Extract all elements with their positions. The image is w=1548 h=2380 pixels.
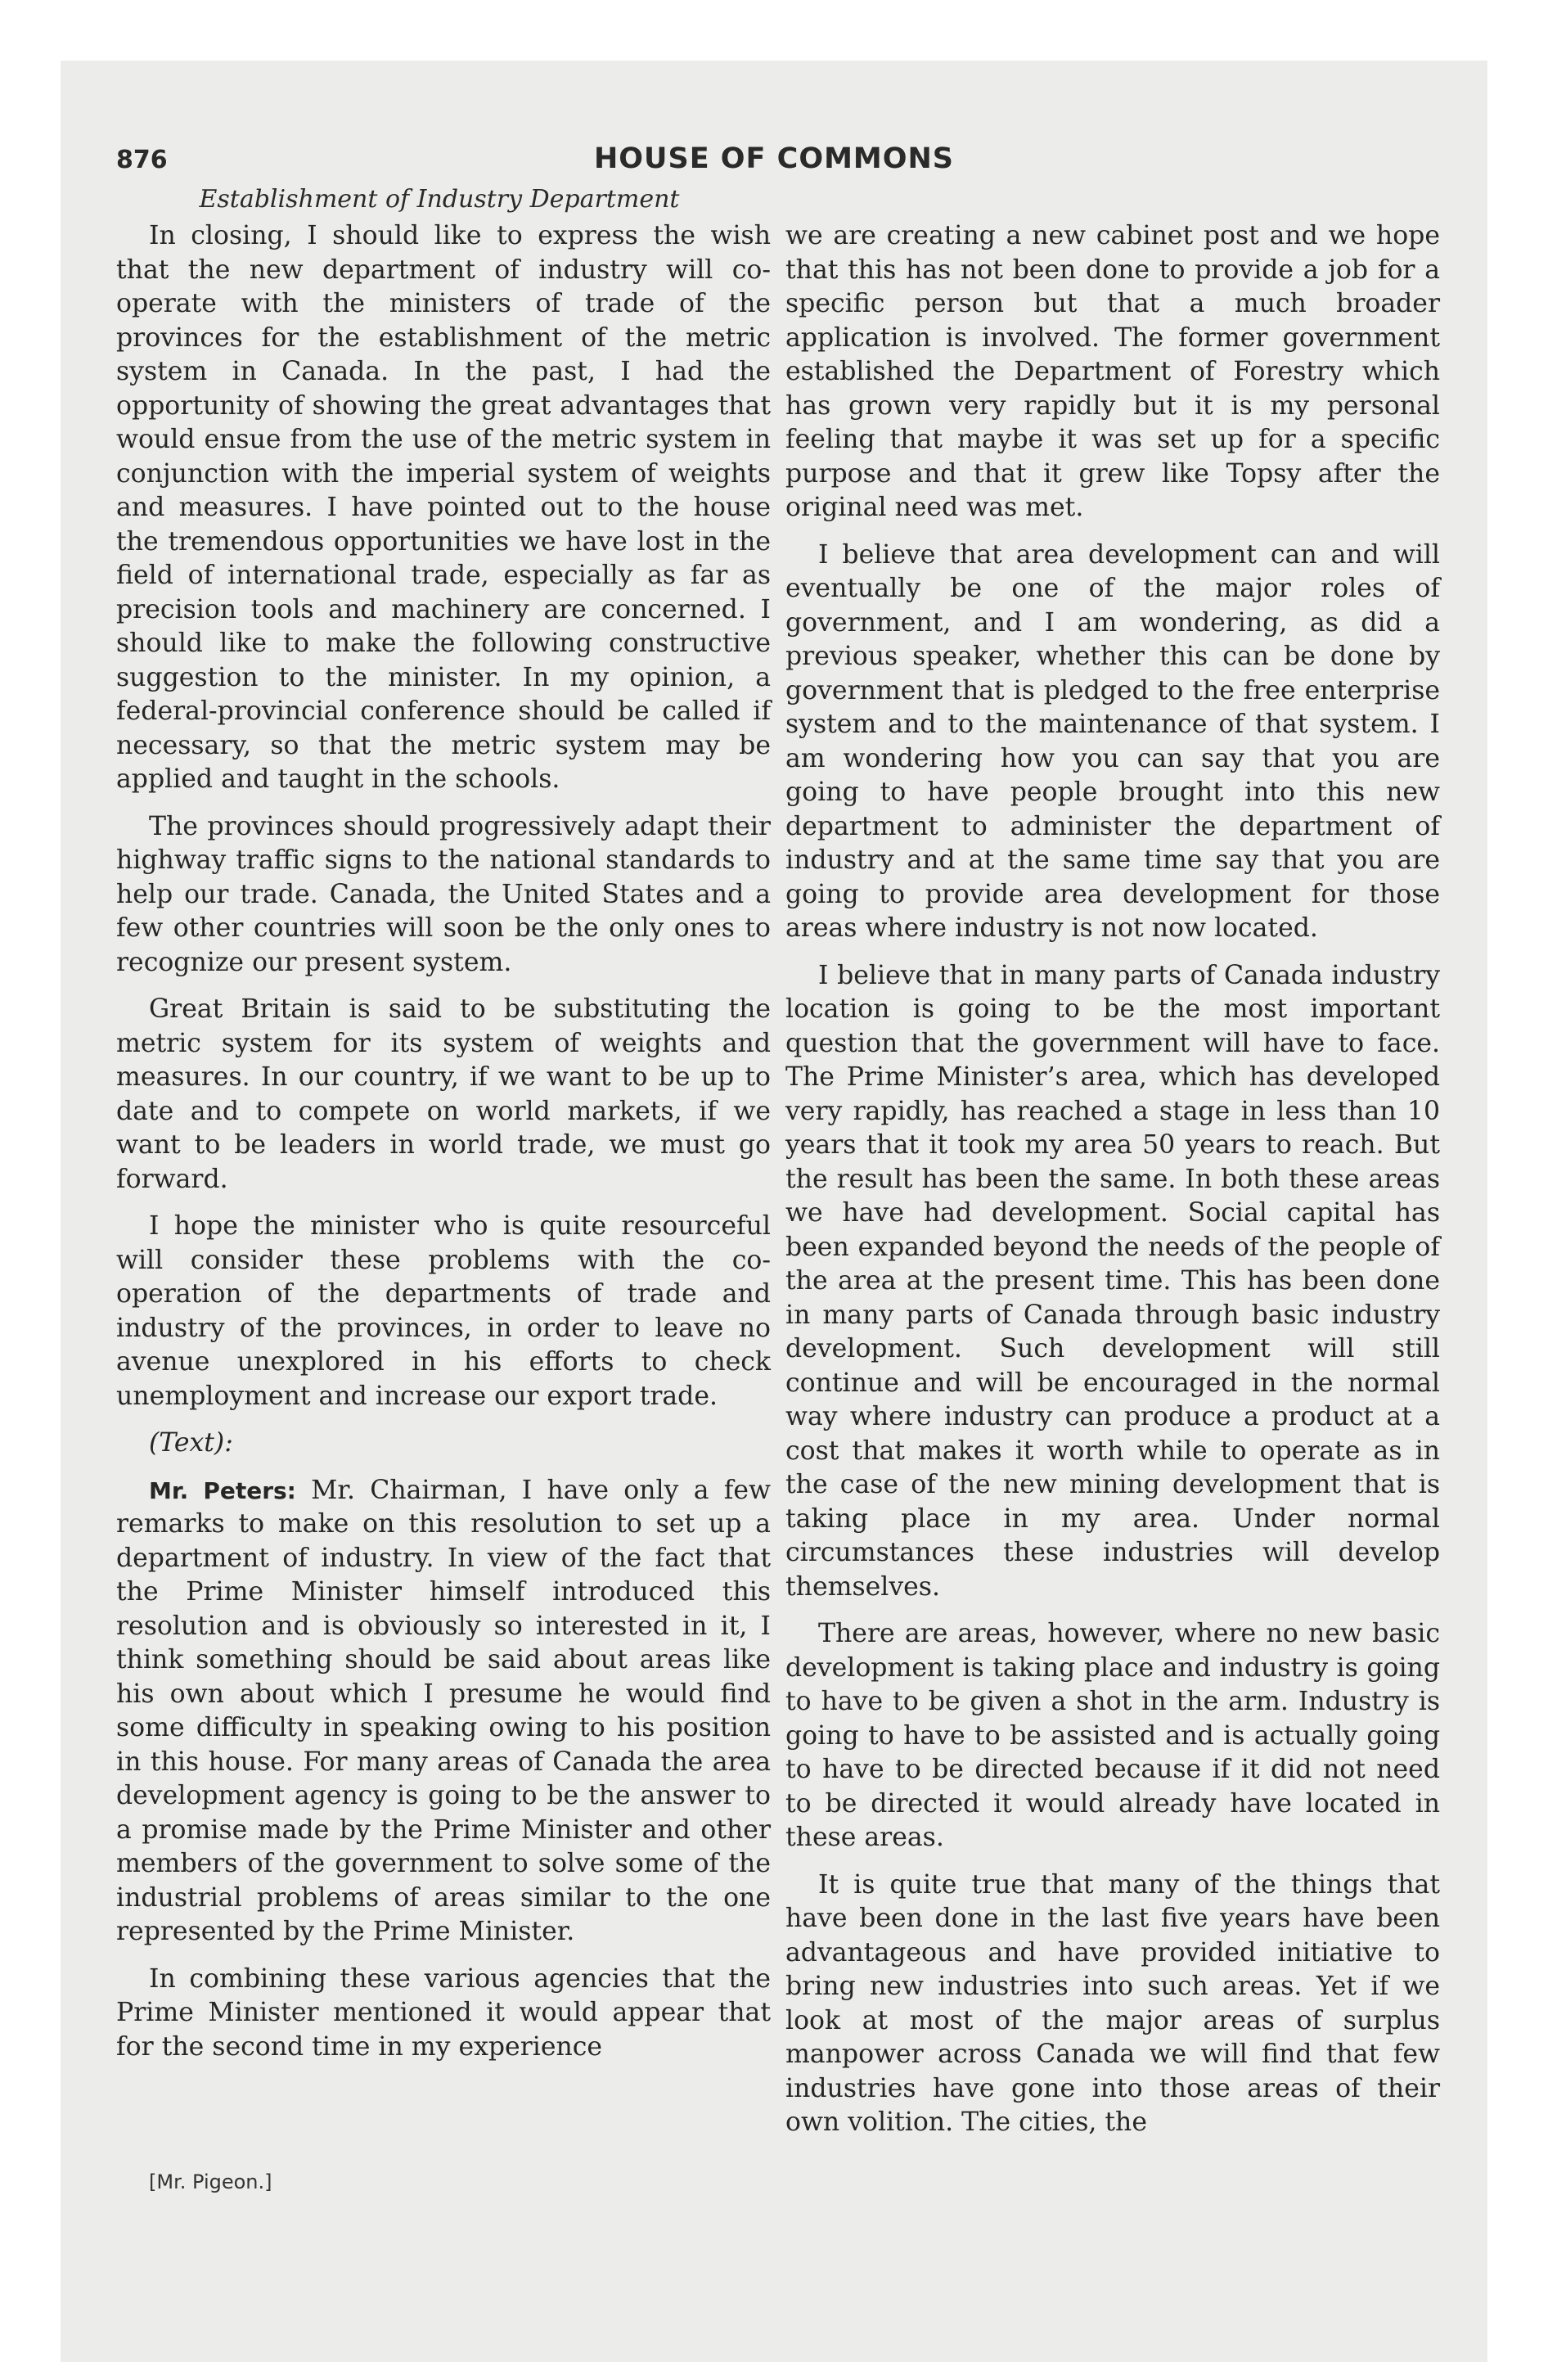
running-head: HOUSE OF COMMONS <box>594 142 954 175</box>
left-column <box>116 219 771 2064</box>
text-subheading: (Text): <box>149 1428 233 1458</box>
paragraph: I believe that area development can and will eventually be one of the major roles of government, and I am wondering, as did a previous speaker, whether this can be done by government that is pledged to the free enterprise system and to the maintenance of that system. I am wondering how you can say that you are going to have people brought into this new department to administer the department of industry and at the same time say that you are going to provide area development for those areas where industry is not now located. <box>785 539 1440 943</box>
paragraph: In closing, I should like to express the wish that the new department of industry will co-operate with the ministers of trade of the provinces for the establishment of the metric system in Canada. In the past, I had the opportunity of showing the great advantages that would ensue from the use of the metric system in conjunction with the imperial system of weights and measures. I have pointed out to the house the tremendous opportunities we have lost in the field of international trade, especially as far as precision tools and machinery are concerned. I should like to make the following constructive suggestion to the minister. In my opinion, a federal-provincial conference should be called if necessary, so that the metric system may be applied and taught in the schools. <box>116 221 771 794</box>
paragraph: I believe that in many parts of Canada industry location is going to be the most important question that the government will have to face. The Prime Minister’s area, which has developed very rapidly, has reached a stage in less than 10 years that it took my area 50 years to reach. But the result has been the same. In both these areas we have had development. Social capital has been expanded beyond the needs of the people of the area at the present time. This has been done in many parts of Canada through basic industry development. Such development will still continue and will be encouraged in the normal way where industry can produce a product at a cost that makes it worth while to operate as in the case of the new mining development that is taking place in my area. Under normal circumstances these industries will develop themselves. <box>785 960 1440 1602</box>
page-number: 876 <box>116 146 168 174</box>
paragraph: It is quite true that many of the things that have been done in the last five years have been advantageous and have provided initiative to bring new industries into such areas. Yet if we look at most of the major areas of surplus manpower across Canada we will find that few industries have gone into those areas of their own volition. The cities, the <box>785 1869 1440 2137</box>
speaker-name: Mr. Peters: <box>149 1476 296 1504</box>
paragraph: I hope the minister who is quite resourceful will consider these problems with the co-operation of the departments of trade and industry of the provinces, in order to leave no avenue unexplored in his efforts to check unemployment and increase our export trade. <box>116 1211 771 1411</box>
paragraph: There are areas, however, where no new basic development is taking place and industry is going to have to be given a shot in the arm. Industry is going to have to be assisted and is actually going to have to be directed because if it did not need to be directed it would already have located in these areas. <box>785 1619 1440 1852</box>
paragraph: The provinces should progressively adapt their highway traffic signs to the national standards to help our trade. Canada, the United States and a few other countries will soon be the only ones to recognize our present system. <box>116 811 771 977</box>
paragraph-speech <box>116 1474 771 1950</box>
right-column <box>785 219 1440 2140</box>
paragraph: In combining these various agencies that the Prime Minister mentioned it would appear that for the second time in my experience <box>116 1963 771 2062</box>
paragraph: we are creating a new cabinet post and we hope that this has not been done to provide a job for a specific person but that a much broader application is involved. The former government established the Department of Forestry which has grown very rapidly but it is my personal feeling that maybe it was set up for a specific purpose and that it grew like Topsy after the original need was met. <box>785 221 1440 522</box>
speech-text: Mr. Chairman, I have only a few remarks to make on this resolution to set up a department of industry. In view of the fact that the Prime Minister himself introduced this resolution and is obviously so interested in it, I think something should be said about areas like his own about which I presume he would find some difficulty in speaking owing to his position in this house. For many areas of Canada the area development agency is going to be the answer to a promise made by the Prime Minister and other members of the government to solve some of the industrial problems of areas similar to the one represented by the Prime Minister. <box>116 1475 772 1946</box>
paragraph: Great Britain is said to be substituting the metric system for its system of weights and measures. In our country, if we want to be up to date and to compete on world markets, if we want to be leaders in world trade, we must go forward. <box>116 994 771 1194</box>
speaker-footnote: [Mr. Pigeon.] <box>149 2170 272 2193</box>
section-heading: Establishment of Industry Department <box>199 185 680 214</box>
